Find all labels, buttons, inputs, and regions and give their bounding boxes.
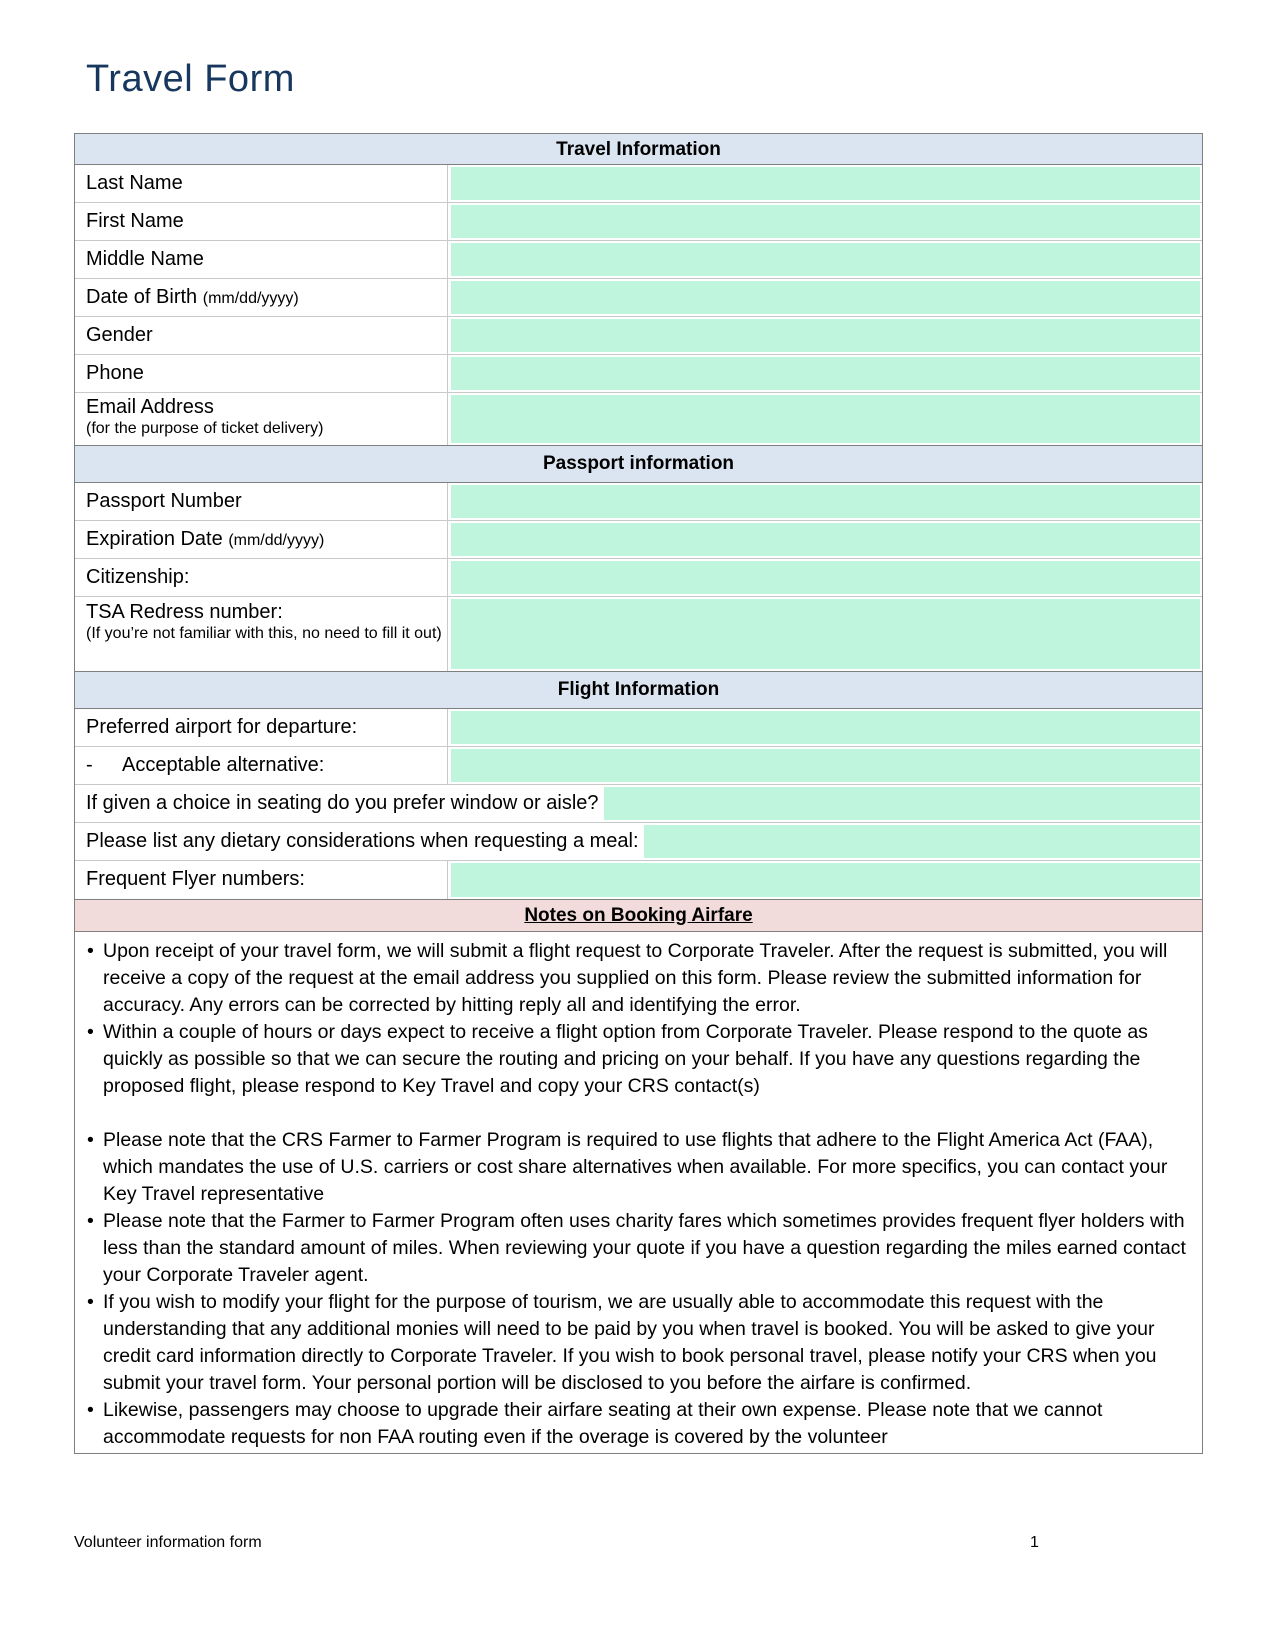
dietary-label: Please list any dietary considerations when requesting a meal: — [86, 830, 639, 852]
note-item: • If you wish to modify your flight for the purpose of tourism, we are usually able to accommodate this request with the understanding that any additional monies will need to be paid by you when travel is booked. You will be asked to give your credit card information directly to Corporate Traveler. If you wish to book personal travel, please notify your CRS when you submit your travel form. Your personal portion will be disclosed to you before the airfare is confirmed. — [87, 1289, 1190, 1397]
footer-label: Volunteer information form — [74, 1534, 262, 1551]
row-gender — [75, 317, 1202, 355]
expiration-date-field[interactable] — [451, 523, 1200, 556]
travel-form — [74, 133, 1203, 1454]
dietary-field[interactable] — [644, 825, 1200, 858]
section-heading-notes — [75, 899, 1202, 932]
date-of-birth-hint: (mm/dd/yyyy) — [202, 290, 299, 307]
expiration-date-label: Expiration Date — [86, 528, 223, 550]
expiration-date-label-cell — [75, 521, 448, 558]
tsa-redress-hint: (If you’re not familiar with this, no need to fill it out) — [86, 625, 442, 642]
note-item: • Likewise, passengers may choose to upgrade their airfare seating at their own expense. Please note that we cannot accommodate requests for non FAA routing even if the overage is covered by the volunteer — [87, 1397, 1190, 1451]
row-dietary — [75, 823, 1202, 861]
page-number: 1 — [1030, 1534, 1039, 1551]
gender-field[interactable] — [451, 319, 1200, 352]
section-heading-passport: Passport information — [75, 445, 1202, 483]
tsa-redress-label: TSA Redress number: — [86, 601, 283, 623]
tsa-redress-label-cell — [75, 597, 448, 671]
row-tsa-redress — [75, 597, 1202, 671]
note-item: • Please note that the CRS Farmer to Farmer Program is required to use flights that adhere to the Flight America Act (FAA), which mandates the use of U.S. carriers or cost share alternatives when available. For more specifics, you can contact your Key Travel representative — [87, 1127, 1190, 1208]
email-hint: (for the purpose of ticket delivery) — [86, 420, 324, 437]
tsa-redress-field[interactable] — [451, 599, 1200, 669]
phone-label: Phone — [75, 355, 448, 392]
row-middle-name — [75, 241, 1202, 279]
first-name-label: First Name — [75, 203, 448, 240]
email-label-cell — [75, 393, 448, 445]
date-of-birth-label: Date of Birth — [86, 286, 198, 308]
email-field[interactable] — [451, 395, 1200, 443]
alternative-airport-label-cell — [75, 747, 448, 784]
row-last-name — [75, 165, 1202, 203]
row-seating-preference — [75, 785, 1202, 823]
departure-airport-field[interactable] — [451, 711, 1200, 744]
row-phone — [75, 355, 1202, 393]
page-title: Travel Form — [86, 58, 295, 100]
email-label: Email Address — [86, 396, 214, 418]
frequent-flyer-field[interactable] — [451, 863, 1200, 897]
section-heading-flight: Flight Information — [75, 671, 1202, 709]
passport-number-field[interactable] — [451, 485, 1200, 518]
row-departure-airport — [75, 709, 1202, 747]
date-of-birth-label-cell — [75, 279, 448, 316]
date-of-birth-field[interactable] — [451, 281, 1200, 314]
phone-field[interactable] — [451, 357, 1200, 390]
gender-label: Gender — [75, 317, 448, 354]
note-item: • Within a couple of hours or days expect to receive a flight option from Corporate Traveler. Please respond to the quote as quickly as possible so that we can secure the routing and pricing on your behalf. If you have any questions regarding the proposed flight, please respond to Key Travel and copy your CRS contact(s) — [87, 1019, 1190, 1100]
notes-heading-text: Notes on Booking Airfare — [524, 905, 753, 926]
citizenship-label: Citizenship: — [75, 559, 448, 596]
note-item: • Upon receipt of your travel form, we will submit a flight request to Corporate Traveler. After the request is submitted, you will receive a copy of the request at the email address you supplied on this form. Please review the submitted information for accuracy. Any errors can be corrected by hitting reply all and identifying the error. — [87, 938, 1190, 1019]
row-email — [75, 393, 1202, 445]
row-expiration-date — [75, 521, 1202, 559]
row-date-of-birth — [75, 279, 1202, 317]
note-item: • Please note that the Farmer to Farmer Program often uses charity fares which sometimes provides frequent flyer holders with less than the standard amount of miles. When reviewing your quote if you have a question regarding the miles earned contact your Corporate Traveler agent. — [87, 1208, 1190, 1289]
middle-name-field[interactable] — [451, 243, 1200, 276]
departure-airport-label: Preferred airport for departure: — [75, 709, 448, 746]
seating-preference-label: If given a choice in seating do you prefer window or aisle? — [86, 792, 599, 814]
notes-list — [87, 938, 1190, 1451]
last-name-field[interactable] — [451, 167, 1200, 200]
alternative-airport-label: Acceptable alternative: — [122, 754, 325, 776]
expiration-date-hint: (mm/dd/yyyy) — [228, 532, 325, 549]
middle-name-label: Middle Name — [75, 241, 448, 278]
citizenship-field[interactable] — [451, 561, 1200, 594]
alternative-dash: - — [86, 754, 93, 776]
last-name-label: Last Name — [75, 165, 448, 202]
notes-body — [75, 932, 1202, 1453]
row-passport-number — [75, 483, 1202, 521]
row-first-name — [75, 203, 1202, 241]
alternative-airport-field[interactable] — [451, 749, 1200, 782]
first-name-field[interactable] — [451, 205, 1200, 238]
passport-number-label: Passport Number — [75, 483, 448, 520]
seating-preference-field[interactable] — [604, 787, 1200, 820]
frequent-flyer-label: Frequent Flyer numbers: — [75, 861, 448, 899]
row-citizenship — [75, 559, 1202, 597]
row-alternative-airport — [75, 747, 1202, 785]
section-heading-travel: Travel Information — [75, 134, 1202, 165]
row-frequent-flyer — [75, 861, 1202, 899]
